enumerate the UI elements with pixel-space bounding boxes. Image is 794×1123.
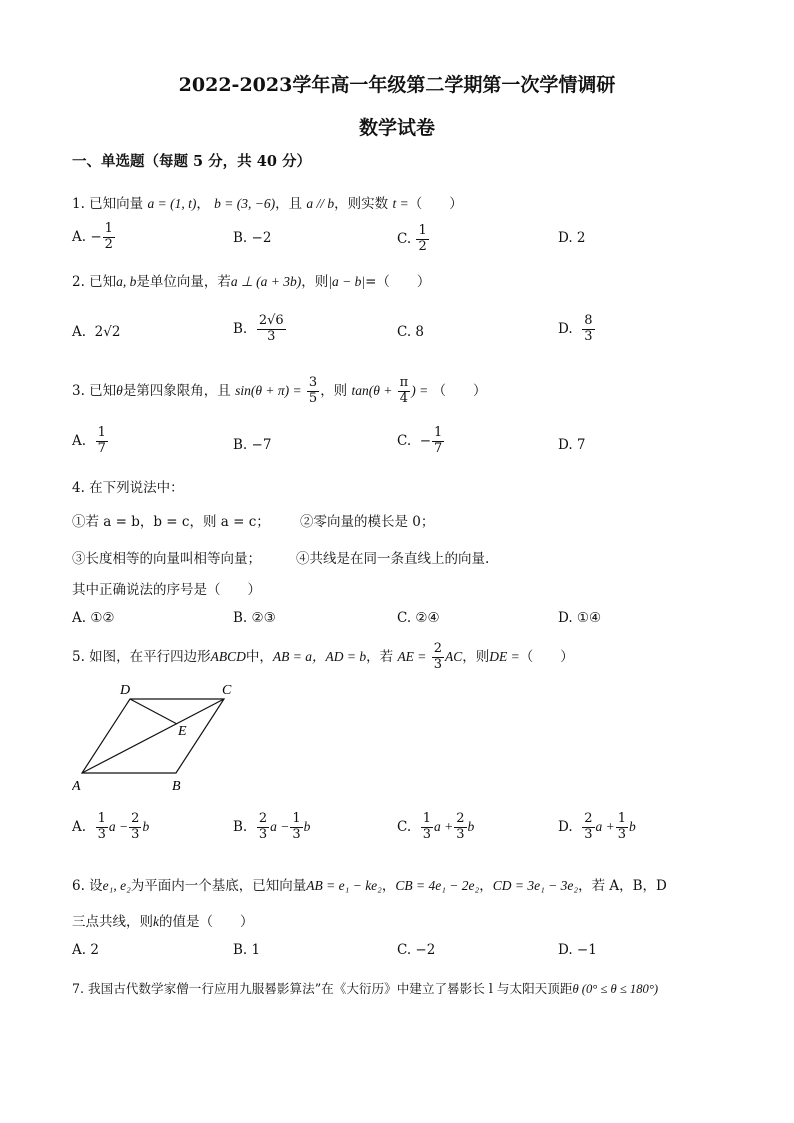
q4-statement-3: ③长度相等的向量叫相等向量； [72,551,261,567]
q1-option-b[interactable]: B. −2 [233,230,272,246]
q6-line2: 三点共线，则 [72,914,153,930]
option-label: A. [72,324,87,340]
option-label: D. [558,818,573,835]
denominator: 3 [584,328,593,344]
q4-statement-1: ①若 a = b，b = c，则 a = c； [72,514,270,530]
label-c: C [222,683,232,698]
option-label: B. [233,818,248,835]
q6-option-c[interactable]: C. −2 [397,942,436,958]
option-term: b [467,818,475,834]
q2-mid: 是单位向量，若 [136,274,231,290]
q5-ac: AC [445,648,463,664]
denominator: 2 [104,236,113,252]
q6-pre: 6. 设 [72,878,103,894]
q7-range: θ (0° ≤ θ ≤ 180°) [572,982,659,996]
option-label: C. [397,818,412,835]
denominator: 7 [97,440,106,456]
numerator: 1 [104,221,113,236]
q5-abcd: ABCD [210,648,246,664]
fraction [454,812,466,843]
question-6: 6. 设e₁, e₂为平面内一个基底，已知向量AB = e₁ − ke₂，CB = 4e₁ − 2e₂，CD = 3e₁ − 3e₂，若 A，B，D [72,878,667,894]
diagonal-ac [82,699,224,773]
fraction [616,812,628,843]
q4-statement-4: ④共线是在同一条直线上的向量. [296,551,490,567]
numerator: 3 [308,375,318,390]
label-e: E [178,724,187,739]
option-term: b [303,818,311,834]
q4-option-d[interactable]: D. ①④ [558,610,602,626]
fraction [582,314,594,345]
q1-vector-b: b = (3, −6) [214,196,276,211]
q5-de: DE = [489,648,520,664]
q1-end: （ ） [408,196,463,212]
option-value: 2√2 [94,324,121,340]
q5-option-c[interactable] [397,812,474,843]
q6-ab: AB = e₁ − ke₂ [306,878,382,893]
fraction [432,426,444,457]
q1-post: ，则实数 [334,196,389,212]
q2-condition: a ⊥ (a + 3b) [230,274,302,289]
q5-pre: 5. 如图，在平行四边形 [72,648,211,665]
q4-option-c[interactable]: C. ②④ [397,610,440,626]
option-sign: − [419,432,432,449]
question-7 [72,978,658,997]
q5-option-d[interactable] [558,812,636,843]
question-4: 4. 在下列说法中： [72,480,184,496]
q6-option-a[interactable]: A. 2 [72,942,99,958]
q6-cd: CD = 3e₁ − 3e₂ [492,878,579,893]
option-label: D. [558,320,573,337]
q1-pre: 1. 已知向量 [72,196,144,212]
q6-cb: CB = 4e₁ − 2e₂ [395,878,480,893]
label-b: B [172,779,181,794]
denominator: 7 [434,440,443,456]
fraction [416,224,428,255]
q5-mid2: ，若 [366,648,394,665]
q2-vectors: a, b [116,274,137,289]
q3-option-b[interactable]: B. −7 [233,437,272,453]
fraction [398,376,411,407]
denominator: 3 [422,826,432,842]
q5-option-a[interactable] [72,812,149,843]
q3-tan-close: ) = [411,382,429,398]
numerator: 1 [97,811,106,826]
fraction [96,812,108,843]
numerator: 1 [97,425,106,440]
q3-mid: 是第四象限角，且 [122,382,231,399]
q2-pre: 2. 已知 [72,274,117,290]
q1-vector-a: a = (1, t) [147,196,197,211]
denominator: 3 [267,328,276,344]
fraction [582,812,594,843]
option-term: a + [595,818,615,834]
q6-k: k [153,914,159,929]
q1-mid: ，且 [275,196,303,212]
numerator: 1 [422,811,432,826]
fraction [307,376,319,407]
option-label: B. [233,320,248,337]
exam-title: 2022-2023学年高一年级第二学期第一次学情调研 [178,74,616,96]
section-heading: 一、单选题（每题 5 分，共 40 分） [72,153,311,170]
q3-option-d[interactable]: D. 7 [558,437,586,453]
option-sign: − [90,228,102,245]
numerator: 2 [584,811,593,826]
denominator: 3 [584,826,593,842]
numerator: 2 [433,641,442,656]
fraction [257,812,269,843]
numerator: 1 [617,811,627,826]
denominator: 2 [418,238,427,254]
label-a: A [72,779,81,794]
question-3 [72,376,486,407]
q4-statement-2: ②零向量的模长是 0； [300,514,435,530]
numerator: π [399,375,409,390]
q1-t: t = [392,196,409,211]
q5-vectors: AB = a，AD = b [272,648,367,664]
q2-option-a[interactable] [72,324,120,340]
option-term: a + [434,818,454,834]
q3-option-a[interactable] [72,426,109,457]
fraction [421,812,433,843]
q6-post: ，若 A，B，D [578,878,667,894]
numerator: 1 [434,425,443,440]
q5-ae: AE = [397,648,427,664]
q6-end: 的值是（ ） [159,914,254,930]
fraction [257,314,286,345]
q1-condition: a // b [306,196,335,211]
denominator: 3 [258,826,268,842]
option-term: b [629,818,636,834]
q5-post: ，则 [462,648,490,665]
exam-subtitle: 数学试卷 [358,117,435,139]
q3-end: （ ） [432,382,487,399]
parallelogram-figure [72,678,252,798]
question-6-line-2 [72,910,254,930]
q3-post: ，则 [320,382,348,399]
numerator: 8 [584,313,593,328]
question-1: 1. 已知向量 a = (1, t)， b = (3, −6)，且 a // b，则实数 t =（ ） [72,196,463,212]
numerator: 2 [456,811,465,826]
fraction [432,642,444,673]
segment-de [130,699,177,724]
numerator: 2 [258,811,268,826]
q6-mid: 为平面内一个基底，已知向量 [130,878,307,894]
q4-ask: 其中正确说法的序号是（ ） [72,582,261,598]
numerator: 1 [418,223,427,238]
denominator: 4 [399,390,409,406]
denominator: 3 [97,826,106,842]
option-label: C. [397,432,412,449]
label-d: D [120,683,131,698]
q6-basis: e₁, e₂ [102,878,131,893]
q3-theta: θ [116,382,123,398]
fraction [103,222,115,253]
q3-pre: 3. 已知 [72,382,117,399]
option-term: a − [270,818,290,834]
denominator: 3 [456,826,465,842]
fraction [290,812,302,843]
q1-option-d[interactable]: D. 2 [558,230,586,246]
question-2 [72,270,430,290]
denominator: 3 [433,656,442,672]
fraction [96,426,108,457]
numerator: 2√6 [258,313,284,328]
q3-tan: tan(θ + [351,382,393,398]
denominator: 5 [308,390,318,406]
q4-option-b[interactable]: B. ②③ [233,610,276,626]
q2-option-d[interactable] [558,314,596,345]
q7-text: 7. 我国古代数学家僧一行应用九服晷影算法”在《大衍历》中建立了晷影长 l 与太阳天顶距 [72,981,573,996]
q5-end: （ ） [519,648,574,665]
denominator: 3 [292,826,301,842]
q2-expression: |a − b| [328,274,366,289]
q6-option-b[interactable]: B. 1 [233,942,261,958]
q3-option-c[interactable] [397,426,445,457]
q4-option-a[interactable]: A. ①② [72,610,115,626]
q1-option-a[interactable] [72,222,116,253]
fraction [129,812,141,843]
denominator: 3 [617,826,627,842]
numerator: 1 [292,811,301,826]
q2-end: =（ ） [365,274,431,290]
option-label: A. [72,228,87,245]
q2-option-b[interactable] [233,314,287,345]
option-label: C. [397,230,412,247]
denominator: 3 [131,826,140,842]
q6-option-d[interactable]: D. −1 [558,942,597,958]
q5-option-b[interactable] [233,812,310,843]
option-term: b [142,818,150,834]
option-term: a − [108,818,129,834]
q2-post: ，则 [301,274,329,290]
q5-mid: 中， [245,648,273,665]
option-label: A. [72,818,87,835]
q2-option-c[interactable]: C. 8 [397,324,425,340]
question-5 [72,642,574,673]
option-label: A. [72,432,87,449]
numerator: 2 [131,811,140,826]
q1-option-c[interactable] [397,224,430,255]
q3-sin: sin(θ + π) = [235,382,302,398]
